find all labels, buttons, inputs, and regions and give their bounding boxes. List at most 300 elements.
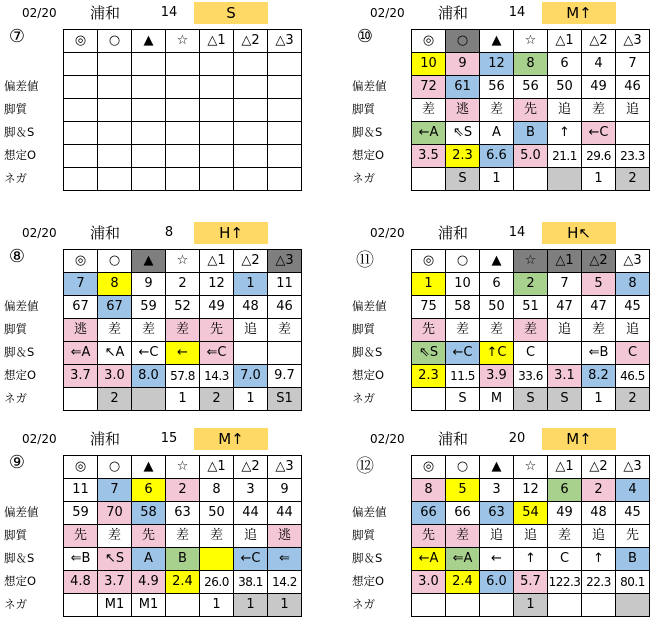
grid-cell bbox=[616, 122, 650, 145]
grid-cell: 4 bbox=[582, 53, 616, 76]
grid-cell: 47 bbox=[582, 296, 616, 319]
race-number: ⑪ bbox=[356, 250, 374, 271]
grid-cell: 8.0 bbox=[132, 365, 166, 388]
venue-name: 浦和 bbox=[438, 4, 469, 22]
grid-cell: 3.5 bbox=[412, 145, 446, 168]
mark-row bbox=[64, 456, 302, 479]
horse-number-row bbox=[64, 273, 302, 296]
grid-cell: B bbox=[616, 548, 650, 571]
mark-row bbox=[64, 250, 302, 273]
running-style-row bbox=[412, 525, 650, 548]
grid-cell: 10 bbox=[412, 53, 446, 76]
grid-cell: 10 bbox=[446, 273, 480, 296]
grid-cell: 9.7 bbox=[268, 365, 302, 388]
grid-cell: ⇐B bbox=[64, 548, 98, 571]
grid-cell: 追 bbox=[480, 525, 514, 548]
race-panel bbox=[352, 2, 669, 207]
row-label: 偏差値 bbox=[352, 505, 387, 519]
grid-cell: ↖S bbox=[98, 548, 132, 571]
row-label: 脚＆S bbox=[4, 551, 35, 565]
deviation-row bbox=[64, 502, 302, 525]
panel-header bbox=[4, 222, 324, 244]
odds-row bbox=[412, 571, 650, 594]
race-date: 02/20 bbox=[22, 432, 57, 446]
row-label: 想定O bbox=[4, 148, 37, 162]
grid-cell: ⇐C bbox=[200, 342, 234, 365]
horse-number-row bbox=[412, 53, 650, 76]
panel-header bbox=[4, 428, 324, 450]
grid-cell: 5.7 bbox=[514, 571, 548, 594]
negative-row bbox=[412, 388, 650, 411]
grid-cell: 先 bbox=[412, 525, 446, 548]
grid-cell: 逃 bbox=[268, 525, 302, 548]
grid-cell: 2 bbox=[200, 388, 234, 411]
grid-cell bbox=[98, 122, 132, 145]
grid-cell bbox=[582, 594, 616, 617]
horse-number-row bbox=[64, 479, 302, 502]
grid-cell: 差 bbox=[446, 319, 480, 342]
row-label: 脚＆S bbox=[352, 125, 383, 139]
race-date: 02/20 bbox=[22, 226, 57, 240]
grid-cell: 1 bbox=[234, 273, 268, 296]
grid-cell: 1 bbox=[582, 388, 616, 411]
grid-cell: 2 bbox=[166, 479, 200, 502]
grid-cell: 追 bbox=[616, 99, 650, 122]
grid-cell: 3.0 bbox=[412, 571, 446, 594]
grid-cell: 3.7 bbox=[98, 571, 132, 594]
runner-count: 14 bbox=[160, 5, 178, 20]
row-label: 脚＆S bbox=[4, 125, 35, 139]
grid-cell: 70 bbox=[98, 502, 132, 525]
race-panel bbox=[352, 222, 669, 427]
odds-row bbox=[412, 365, 650, 388]
grid-cell: 先 bbox=[64, 525, 98, 548]
grid-cell: 63 bbox=[480, 502, 514, 525]
grid-cell: 44 bbox=[234, 502, 268, 525]
grid-cell bbox=[514, 168, 548, 191]
race-rating-badge: H↖ bbox=[542, 222, 616, 244]
grid-cell: 1 bbox=[234, 594, 268, 617]
grid-cell: 5 bbox=[446, 479, 480, 502]
race-rating-badge: M↑ bbox=[542, 2, 616, 24]
deviation-row bbox=[412, 76, 650, 99]
grid-cell: 先 bbox=[132, 525, 166, 548]
grid-cell: 5 bbox=[582, 273, 616, 296]
grid-cell bbox=[64, 99, 98, 122]
grid-cell: 差 bbox=[548, 525, 582, 548]
grid-cell bbox=[480, 594, 514, 617]
grid-cell bbox=[446, 594, 480, 617]
row-label: 想定O bbox=[352, 148, 385, 162]
mark-cell: △2 bbox=[582, 250, 616, 273]
grid-cell: C bbox=[514, 342, 548, 365]
running-style-row bbox=[64, 99, 302, 122]
grid-cell: 1 bbox=[200, 594, 234, 617]
grid-cell: 75 bbox=[412, 296, 446, 319]
grid-cell: C bbox=[548, 548, 582, 571]
grid-cell: S bbox=[446, 388, 480, 411]
grid-cell: 差 bbox=[412, 99, 446, 122]
grid-cell bbox=[166, 76, 200, 99]
mark-cell: ○ bbox=[98, 250, 132, 273]
mark-cell: ▲ bbox=[132, 456, 166, 479]
mark-cell: ☆ bbox=[166, 250, 200, 273]
grid-cell: 2.4 bbox=[446, 571, 480, 594]
mark-cell: ◎ bbox=[412, 456, 446, 479]
venue-name: 浦和 bbox=[90, 224, 121, 242]
grid-cell bbox=[234, 76, 268, 99]
mark-cell: △1 bbox=[200, 30, 234, 53]
row-label: 偏差値 bbox=[352, 79, 387, 93]
prediction-grid bbox=[63, 29, 302, 191]
grid-cell: ←A bbox=[412, 548, 446, 571]
leg-speed-row bbox=[412, 342, 650, 365]
mark-cell: △2 bbox=[234, 30, 268, 53]
grid-cell: 3.9 bbox=[480, 365, 514, 388]
grid-cell: 1 bbox=[412, 273, 446, 296]
row-label: ネガ bbox=[352, 391, 375, 405]
grid-cell: 46 bbox=[268, 296, 302, 319]
grid-cell: 2 bbox=[166, 273, 200, 296]
grid-cell bbox=[132, 76, 166, 99]
grid-cell: 58 bbox=[132, 502, 166, 525]
grid-cell bbox=[200, 548, 234, 571]
grid-cell: 14.2 bbox=[268, 571, 302, 594]
grid-cell: 3.7 bbox=[64, 365, 98, 388]
grid-cell: 12 bbox=[514, 479, 548, 502]
row-label: ネガ bbox=[352, 171, 375, 185]
prediction-grid bbox=[63, 455, 302, 617]
row-label: 脚質 bbox=[4, 528, 27, 542]
grid-cell: 67 bbox=[64, 296, 98, 319]
grid-cell bbox=[200, 122, 234, 145]
odds-row bbox=[64, 145, 302, 168]
mark-cell: ○ bbox=[446, 250, 480, 273]
horse-number-row bbox=[412, 479, 650, 502]
grid-cell: 12 bbox=[480, 53, 514, 76]
grid-cell bbox=[166, 594, 200, 617]
grid-cell: 49 bbox=[200, 296, 234, 319]
panel-header bbox=[352, 222, 669, 244]
grid-cell: M bbox=[480, 388, 514, 411]
grid-cell: 47 bbox=[548, 296, 582, 319]
row-label: 脚＆S bbox=[4, 345, 35, 359]
venue-name: 浦和 bbox=[90, 4, 121, 22]
running-style-row bbox=[412, 99, 650, 122]
row-label: ネガ bbox=[4, 597, 27, 611]
grid-cell: 56 bbox=[480, 76, 514, 99]
leg-speed-row bbox=[412, 548, 650, 571]
race-number: ⑫ bbox=[356, 456, 374, 477]
mark-cell: △3 bbox=[616, 30, 650, 53]
grid-cell: 45 bbox=[616, 502, 650, 525]
grid-cell: 21.1 bbox=[548, 145, 582, 168]
prediction-grid bbox=[411, 249, 650, 411]
grid-cell bbox=[166, 53, 200, 76]
grid-cell: 6 bbox=[548, 53, 582, 76]
row-label: ネガ bbox=[4, 171, 27, 185]
race-rating-badge: M↑ bbox=[194, 428, 268, 450]
negative-row bbox=[412, 594, 650, 617]
grid-cell: 逃 bbox=[446, 99, 480, 122]
row-label: 偏差値 bbox=[352, 299, 387, 313]
grid-cell: 12 bbox=[200, 273, 234, 296]
mark-cell: △2 bbox=[234, 456, 268, 479]
grid-cell: 51 bbox=[514, 296, 548, 319]
row-label: 想定O bbox=[352, 574, 385, 588]
mark-cell: ☆ bbox=[514, 456, 548, 479]
grid-cell bbox=[98, 53, 132, 76]
runner-count: 8 bbox=[164, 225, 174, 240]
grid-cell: 追 bbox=[548, 99, 582, 122]
grid-cell: ↑ bbox=[514, 548, 548, 571]
grid-cell: 追 bbox=[582, 525, 616, 548]
grid-cell bbox=[268, 99, 302, 122]
race-number: ⑨ bbox=[8, 452, 26, 473]
prediction-grid bbox=[411, 455, 650, 617]
grid-cell: 2.3 bbox=[412, 365, 446, 388]
venue-name: 浦和 bbox=[90, 430, 121, 448]
grid-cell: ↑C bbox=[480, 342, 514, 365]
grid-cell: 差 bbox=[166, 525, 200, 548]
mark-cell: ☆ bbox=[166, 456, 200, 479]
race-panel bbox=[4, 2, 324, 207]
grid-cell: S1 bbox=[268, 388, 302, 411]
grid-cell: ↑ bbox=[582, 548, 616, 571]
grid-cell: 80.1 bbox=[616, 571, 650, 594]
grid-cell: ←C bbox=[234, 548, 268, 571]
row-label: ネガ bbox=[352, 597, 375, 611]
leg-speed-row bbox=[64, 342, 302, 365]
mark-cell: △1 bbox=[548, 456, 582, 479]
negative-row bbox=[64, 594, 302, 617]
runner-count: 20 bbox=[508, 431, 526, 446]
mark-cell: ▲ bbox=[480, 250, 514, 273]
grid-cell: 2.3 bbox=[446, 145, 480, 168]
grid-cell: ←C bbox=[446, 342, 480, 365]
odds-row bbox=[412, 145, 650, 168]
mark-cell: ▲ bbox=[132, 250, 166, 273]
deviation-row bbox=[412, 502, 650, 525]
grid-cell: 3.1 bbox=[548, 365, 582, 388]
grid-cell: 差 bbox=[480, 319, 514, 342]
grid-cell: 22.3 bbox=[582, 571, 616, 594]
grid-cell: 追 bbox=[234, 525, 268, 548]
grid-cell bbox=[98, 99, 132, 122]
grid-cell bbox=[268, 53, 302, 76]
mark-cell: ◎ bbox=[64, 456, 98, 479]
negative-row bbox=[412, 168, 650, 191]
grid-cell: ←C bbox=[582, 122, 616, 145]
grid-cell: 48 bbox=[234, 296, 268, 319]
mark-cell: ☆ bbox=[166, 30, 200, 53]
grid-cell: B bbox=[514, 122, 548, 145]
grid-cell: 差 bbox=[582, 99, 616, 122]
grid-cell bbox=[268, 342, 302, 365]
grid-cell bbox=[268, 168, 302, 191]
grid-cell bbox=[234, 342, 268, 365]
grid-cell: A bbox=[480, 122, 514, 145]
grid-cell bbox=[132, 145, 166, 168]
runner-count: 15 bbox=[160, 431, 178, 446]
grid-cell bbox=[166, 99, 200, 122]
row-label: 脚質 bbox=[352, 322, 375, 336]
mark-cell: △3 bbox=[616, 250, 650, 273]
grid-cell: 11 bbox=[64, 479, 98, 502]
grid-cell: 追 bbox=[514, 525, 548, 548]
grid-cell: 1 bbox=[514, 594, 548, 617]
grid-cell: 2 bbox=[616, 388, 650, 411]
leg-speed-row bbox=[412, 122, 650, 145]
grid-cell bbox=[268, 145, 302, 168]
grid-cell bbox=[412, 168, 446, 191]
grid-cell: 1 bbox=[480, 168, 514, 191]
mark-row bbox=[412, 456, 650, 479]
mark-cell: ▲ bbox=[480, 30, 514, 53]
grid-cell: 26.0 bbox=[200, 571, 234, 594]
grid-cell: M1 bbox=[98, 594, 132, 617]
row-label: 脚＆S bbox=[352, 551, 383, 565]
mark-cell: △2 bbox=[234, 250, 268, 273]
mark-cell: ☆ bbox=[514, 30, 548, 53]
mark-cell: △2 bbox=[582, 456, 616, 479]
grid-cell: 45 bbox=[616, 296, 650, 319]
venue-name: 浦和 bbox=[438, 430, 469, 448]
grid-cell: 49 bbox=[548, 502, 582, 525]
grid-cell bbox=[98, 168, 132, 191]
row-label: 想定O bbox=[4, 574, 37, 588]
race-number: ⑦ bbox=[8, 26, 26, 47]
mark-cell: ○ bbox=[98, 30, 132, 53]
grid-cell: ⇖S bbox=[412, 342, 446, 365]
grid-cell bbox=[132, 122, 166, 145]
mark-cell: ▲ bbox=[480, 456, 514, 479]
grid-cell: 50 bbox=[200, 502, 234, 525]
grid-cell: 差 bbox=[268, 319, 302, 342]
grid-cell: 7 bbox=[64, 273, 98, 296]
grid-cell: 8 bbox=[412, 479, 446, 502]
race-panel bbox=[4, 428, 324, 633]
leg-speed-row bbox=[64, 122, 302, 145]
runner-count: 14 bbox=[508, 225, 526, 240]
grid-cell: ↖A bbox=[98, 342, 132, 365]
grid-cell: 先 bbox=[200, 319, 234, 342]
mark-cell: ○ bbox=[98, 456, 132, 479]
grid-cell: 58 bbox=[446, 296, 480, 319]
negative-row bbox=[64, 388, 302, 411]
grid-cell: 6.0 bbox=[480, 571, 514, 594]
grid-cell bbox=[64, 594, 98, 617]
grid-cell: 8.2 bbox=[582, 365, 616, 388]
grid-cell: ⇐ bbox=[268, 548, 302, 571]
grid-cell: B bbox=[166, 548, 200, 571]
negative-row bbox=[64, 168, 302, 191]
mark-cell: ◎ bbox=[64, 30, 98, 53]
row-label: 脚質 bbox=[352, 528, 375, 542]
grid-cell: 3 bbox=[480, 479, 514, 502]
runner-count: 14 bbox=[508, 5, 526, 20]
grid-cell: 8 bbox=[616, 273, 650, 296]
grid-cell bbox=[64, 145, 98, 168]
grid-cell: 7 bbox=[548, 273, 582, 296]
grid-cell bbox=[200, 99, 234, 122]
mark-cell: ◎ bbox=[412, 30, 446, 53]
grid-cell: 66 bbox=[446, 502, 480, 525]
grid-cell: C bbox=[616, 342, 650, 365]
grid-cell bbox=[64, 388, 98, 411]
grid-cell: 52 bbox=[166, 296, 200, 319]
grid-cell bbox=[412, 388, 446, 411]
grid-cell: M1 bbox=[132, 594, 166, 617]
row-label: 脚質 bbox=[4, 322, 27, 336]
grid-cell: 1 bbox=[582, 168, 616, 191]
grid-cell: ⇖S bbox=[446, 122, 480, 145]
grid-cell: ⇐A bbox=[446, 548, 480, 571]
grid-cell: 3.0 bbox=[98, 365, 132, 388]
grid-cell bbox=[234, 168, 268, 191]
grid-cell: 6.6 bbox=[480, 145, 514, 168]
grid-cell bbox=[64, 76, 98, 99]
horse-number-row bbox=[412, 273, 650, 296]
grid-cell: 59 bbox=[64, 502, 98, 525]
grid-cell: 6 bbox=[548, 479, 582, 502]
grid-cell: 48 bbox=[582, 502, 616, 525]
grid-cell: 11 bbox=[268, 273, 302, 296]
grid-cell: 差 bbox=[132, 319, 166, 342]
mark-cell: ☆ bbox=[514, 250, 548, 273]
grid-cell bbox=[234, 122, 268, 145]
grid-cell: 逃 bbox=[64, 319, 98, 342]
grid-cell bbox=[268, 76, 302, 99]
race-date: 02/20 bbox=[370, 226, 405, 240]
grid-cell: 4.9 bbox=[132, 571, 166, 594]
grid-cell: S bbox=[446, 168, 480, 191]
grid-cell: 50 bbox=[548, 76, 582, 99]
grid-cell bbox=[132, 99, 166, 122]
grid-cell: 67 bbox=[98, 296, 132, 319]
grid-cell bbox=[200, 168, 234, 191]
odds-row bbox=[64, 571, 302, 594]
grid-cell bbox=[64, 168, 98, 191]
grid-cell: 57.8 bbox=[166, 365, 200, 388]
grid-cell: 54 bbox=[514, 502, 548, 525]
panel-header bbox=[352, 428, 669, 450]
grid-cell: 9 bbox=[132, 273, 166, 296]
grid-cell: 7 bbox=[616, 53, 650, 76]
grid-cell bbox=[166, 168, 200, 191]
grid-cell: ↑ bbox=[548, 122, 582, 145]
panel-header bbox=[4, 2, 324, 24]
grid-cell: 差 bbox=[166, 319, 200, 342]
mark-row bbox=[64, 30, 302, 53]
grid-cell: 63 bbox=[166, 502, 200, 525]
race-panel bbox=[352, 428, 669, 633]
mark-cell: ◎ bbox=[64, 250, 98, 273]
grid-cell: 9 bbox=[268, 479, 302, 502]
grid-cell: 差 bbox=[446, 525, 480, 548]
grid-cell: 先 bbox=[514, 99, 548, 122]
grid-cell bbox=[98, 145, 132, 168]
grid-cell: 追 bbox=[234, 319, 268, 342]
grid-cell: 2 bbox=[514, 273, 548, 296]
grid-cell: ← bbox=[166, 342, 200, 365]
deviation-row bbox=[64, 76, 302, 99]
mark-cell: ○ bbox=[446, 30, 480, 53]
grid-cell bbox=[200, 145, 234, 168]
mark-cell: △1 bbox=[200, 250, 234, 273]
grid-cell: 56 bbox=[514, 76, 548, 99]
grid-cell: 9 bbox=[446, 53, 480, 76]
